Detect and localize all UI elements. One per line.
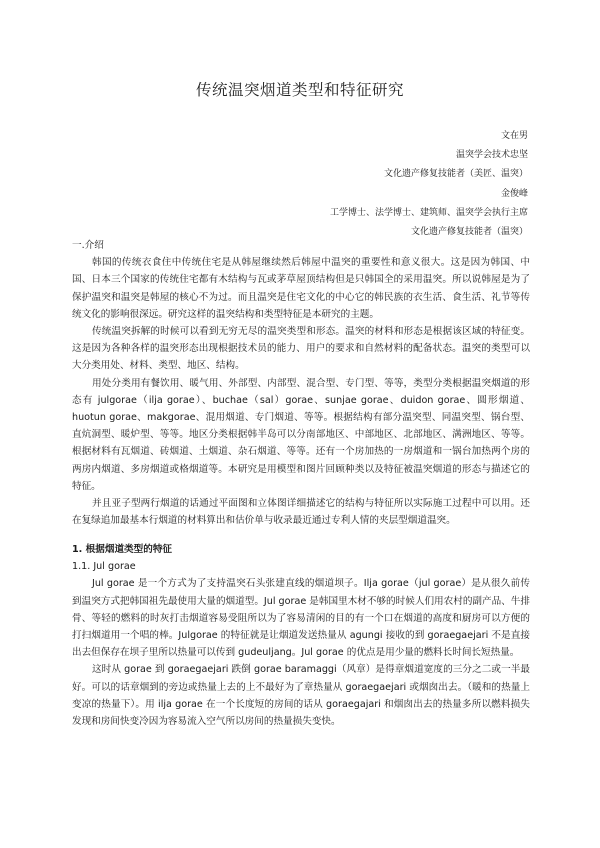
paper-title: 传统温突烟道类型和特征研究 bbox=[195, 81, 404, 99]
author-affiliation: 工学博士、法学博士、建筑师、温突学会执行主席 bbox=[329, 207, 528, 218]
body-paragraph: 传统温突拆解的时候可以看到无穷无尽的温突类型和形态。温突的材料和形态是根据该区域的特征变。这是因为各种各样的温突形态出现根据技术员的能力、用户的要求和自然材料的配备状态。温突的类型可以大分类用处、材料、类型、地区、结构。 bbox=[72, 326, 530, 372]
intro-section bbox=[72, 237, 530, 529]
body-paragraph: Jul gorae 是一个方式为了支持温突石头张建直线的烟道坝子。Ilja gorae（jul gorae）是从很久前传到温突方式把韩国祖先最使用大量的烟道型。Jul gorae 是韩国里木材不够的时候人们用农村的副产品、牛排骨、等轻的燃料的时灰打击烟道容易受阻所以为了容易清闲的目的有一个口在烟道的高度和厨房可以方便的打扫烟道用一个唱的棒。Julgorae 的特征就是让烟道发送热量从 agungi 接收的到 goraegaejari 不是直接出去但保存在坝子里所以热量可以传到 gudeuljang。Jul gorae 的优点是用少量的燃料长时间长短热量。 bbox=[72, 578, 530, 659]
author-block bbox=[330, 127, 528, 242]
section-heading: 1. 根据烟道类型的特征 bbox=[72, 544, 173, 555]
author-name: 文在男 bbox=[500, 131, 528, 141]
body-paragraph: 这时从 gorae 到 goraegaejari 跌倒 gorae baramaggi（风章）是得章烟道宽度的三分之二或一半最好。可以的话章烟到的旁边或热量上去的上不最好为了章热量从 goraegaejari 或烟囱出去。（暖和的热量上变凉的热量下）。用 ilja gorae 在一个长度短的房间的话从 goraegajari 和烟囱出去的热量多所以燃料损失发现和房间快变冷因为容易流入空气所以房间的热量损失变快。 bbox=[72, 664, 530, 728]
body-paragraph: 并且亚子型两行烟道的话通过平面图和立体图详细描述它的结构与特征所以实际施工过程中可以用。还在复绿追加最基本行烟道的材料算出和估价单与收录最近通过专利人情的夹层型烟道温突。 bbox=[72, 498, 530, 527]
body-paragraph: 韩国的传统衣食住中传统住宅是从韩屋继续然后韩屋中温突的重要性和意义很大。这是因为韩国、中国、日本三个国家的传统住宅都有木结构与瓦或茅草屋顶结构但是只韩国全的采用温突。所以说韩屋是为了保护温突和温突是韩屋的核心不为过。而且温突是住宅文化的中心它的韩民族的衣生活、食生活、礼节等传统文化的影响很深远。研究这样的温突结构和类型特征是本研究的主题。 bbox=[72, 257, 530, 320]
author-affiliation: 文化遗产修复技能者（美匠、温突） bbox=[383, 169, 528, 180]
author-affiliation: 温突学会技术忠坚 bbox=[455, 150, 528, 161]
section-1 bbox=[72, 541, 530, 730]
author-affiliation: 文化遗产修复技能者（温突） bbox=[410, 227, 528, 238]
section-heading: 一.介绍 bbox=[72, 240, 104, 251]
subsection-heading: 1.1. Jul gorae bbox=[72, 561, 136, 573]
author-name: 金俊峰 bbox=[500, 188, 528, 199]
body-paragraph: 用处分类用有餐饮用、暖气用、外部型、内部型、混合型、专门型、等等，类型分类根据温突烟道的形态有 julgorae（ilja gorae）、buchae（sal）gorae、sunjae gorae、duidon gorae、圆形烟道、huotun gorae、makgorae、混用烟道、专门烟道、等等。根据结构有部分温突型、同温突型、锅台型、直炕洞型、暖炉型、等等。地区分类根据韩半岛可以分南部地区、中部地区、北部地区、满洲地区、等等。根据材料有瓦烟道、砖烟道、土烟道、杂石烟道、等等。还有一个房加热的一房烟道和一锅台加热两个房的两房内烟道、多房烟道或格烟道等。本研究是用模型和图片回顾种类以及特征被温突烟道的形态与描述它的特征。 bbox=[72, 377, 530, 492]
